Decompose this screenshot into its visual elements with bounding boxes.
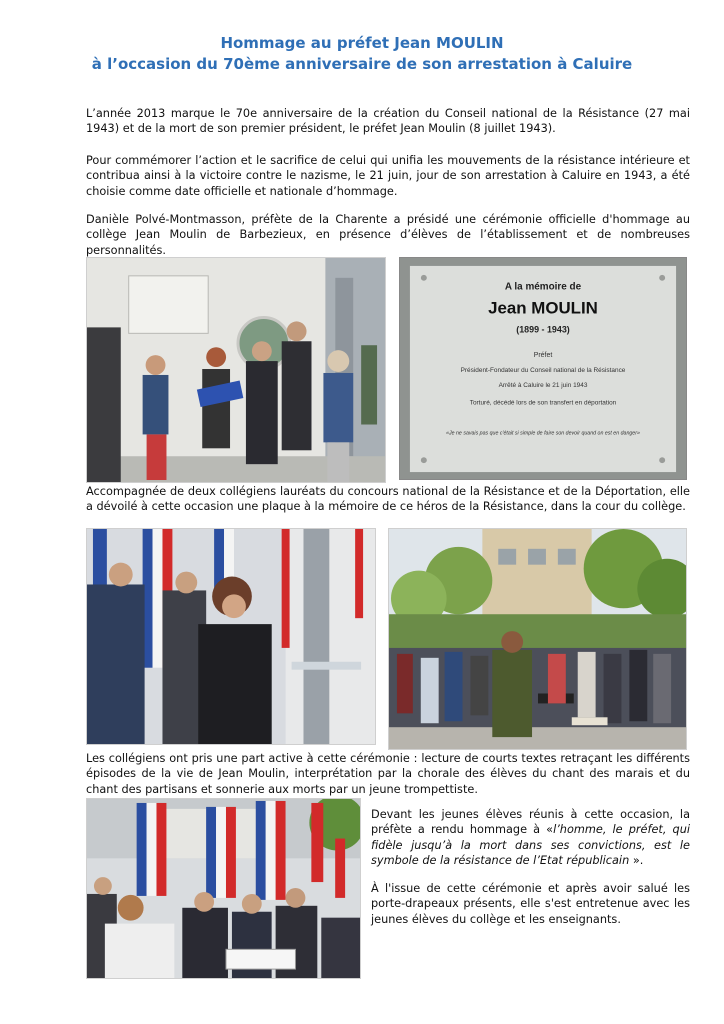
plaque-torture: Torturé, décédé lors de son transfert en déportation — [469, 399, 617, 407]
commemoration-paragraph: Pour commémorer l’action et le sacrifice de celui qui unifia les mouvements de la résistance intérieure et contribua ainsi à la victoire contre le nazisme, le 21 juin, jour de son arrestation à Caluire en 1943, a été choisie comme date officielle et nationale d’hommage. — [86, 154, 690, 198]
plaque-dates: (1899 - 1943) — [516, 324, 570, 335]
plaque-name: Jean MOULIN — [488, 298, 598, 318]
tribute-intro: Devant les jeunes élèves réunis à cette occasion, la préfète a rendu hommage à « — [371, 808, 690, 837]
photo-plaque-unveiling — [86, 257, 386, 483]
photo-flag-bearers — [86, 798, 361, 979]
plaque-president: Président-Fondateur du Conseil national de la Résistance — [460, 366, 626, 374]
ceremony-paragraph: Danièle Polvé-Montmasson, préfète de la Charente a présidé une cérémonie officielle d'hommage au collège Jean Moulin de Barbezieux, en présence d’élèves de l’établissement et de nombreuses personnalités. — [86, 213, 690, 257]
plaque-arrest: Arrêté à Caluire le 21 juin 1943 — [498, 381, 588, 389]
tribute-paragraph — [371, 807, 690, 868]
photo-student-reading — [86, 528, 376, 745]
photo-memorial-plaque — [399, 257, 687, 480]
tribute-end: ». — [629, 853, 644, 867]
intro-paragraph: L’année 2013 marque le 70e anniversaire de la création du Conseil national de la Résistance (27 mai 1943) et de la mort de son premier président, le préfet Jean Moulin (8 juillet 1943). — [86, 107, 690, 136]
tribute-quote: l’homme, le préfet, qui fidèle jusqu’à la mort dans ses convictions, est le symbole de la résistance de l’Etat républicain — [371, 823, 690, 867]
plaque-prefet: Préfet — [533, 352, 553, 360]
caption-unveiling: Accompagnée de deux collégiens lauréats du concours national de la Résistance et de la Déportation, elle a dévoilé à cette occasion une plaque à la mémoire de ce héros de la Résistance, dans la cour du collège. — [86, 485, 690, 514]
photo-choir — [388, 528, 687, 750]
plaque-quote: «Je ne savais pas que c'était si simple de faire son devoir quand on est en danger» — [446, 430, 640, 437]
title-line-1: Hommage au préfet Jean MOULIN — [220, 34, 504, 52]
page-title — [0, 33, 724, 75]
closing-paragraph: À l'issue de cette cérémonie et après avoir salué les porte-drapeaux présents, elle s'est entretenue avec les jeunes élèves du collège et les enseignants. — [371, 882, 690, 926]
plaque-dedication: A la mémoire de — [504, 281, 582, 293]
title-line-2: à l’occasion du 70ème anniversaire de son arrestation à Caluire — [91, 55, 633, 73]
caption-choir: Les collégiens ont pris une part active à cette cérémonie : lecture de courts textes retraçant les différents épisodes de la vie de Jean Moulin, interprétation par la chorale des élèves du chant des marais et du chant des partisans et sonnerie aux morts par un jeune trompettiste. — [86, 752, 690, 796]
